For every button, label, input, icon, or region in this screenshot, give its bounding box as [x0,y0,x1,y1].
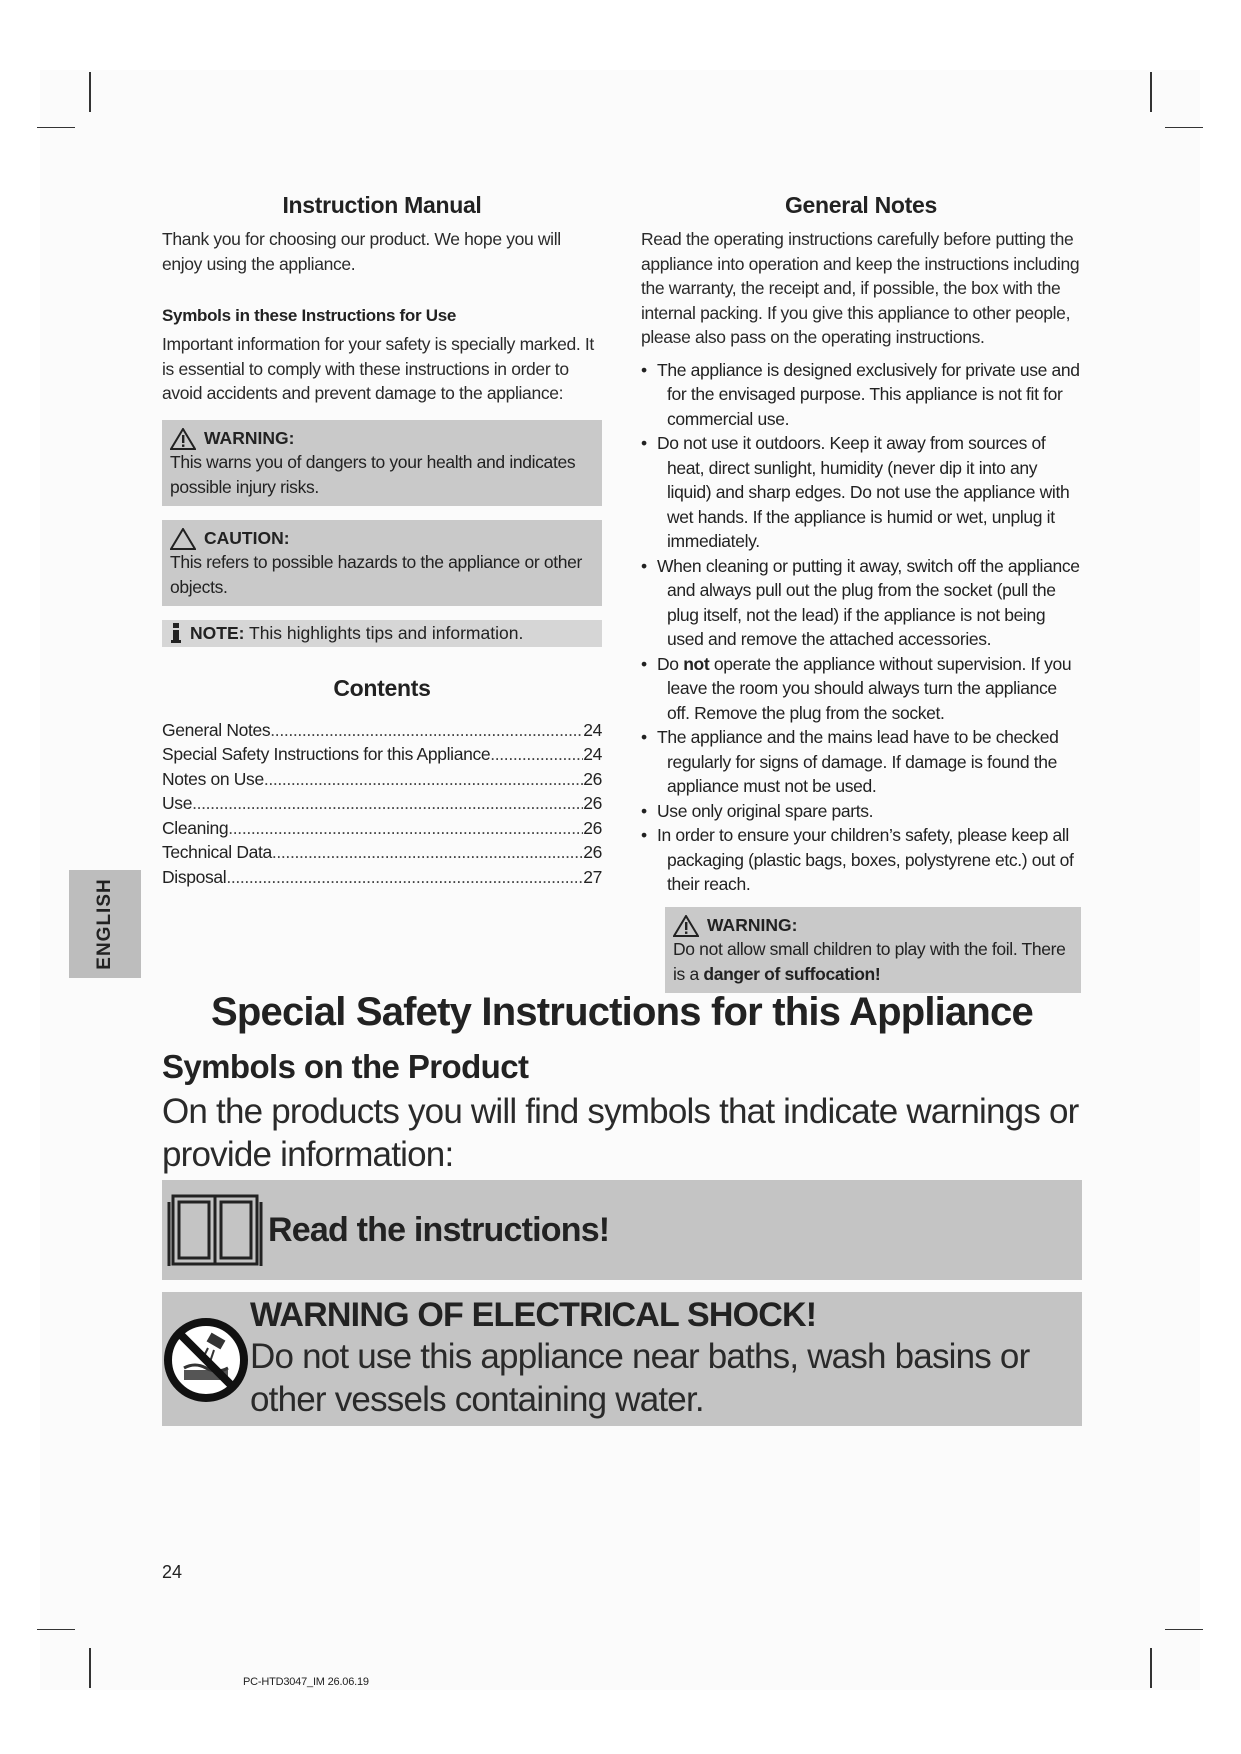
warning-title-row [170,428,594,450]
emphasis: danger of suffocation! [703,963,881,984]
toc-page: 26 [583,817,602,838]
right-column [641,192,1081,993]
book-icon [167,1192,263,1268]
read-instructions-box [162,1180,1082,1280]
caution-title: CAUTION: [204,528,290,548]
toc-label: Cleaning [162,817,229,838]
toc-entry[interactable] [162,791,602,816]
caution-box [162,520,602,606]
toc-entry[interactable] [162,840,602,865]
note-box [162,620,602,647]
toc-entry[interactable] [162,742,602,767]
toc-leader [264,767,583,792]
list-item: • Do not use it outdoors. Keep it away from sources of heat, direct sunlight, humidity (never dip it into any liquid) and sharp edges. Do not use the appliance with wet hands. If the appliance is humid or wet, unplug it immediately. [641,431,1081,554]
instruction-manual-heading: Instruction Manual [282,192,482,218]
toc-leader [226,865,583,890]
crop-mark [1165,127,1203,128]
toc-label: General Notes [162,719,271,740]
intro-text: Thank you for choosing our product. We hope you will enjoy using the appliance. [162,229,561,274]
page-number: 24 [162,1562,183,1582]
caution-title-row [170,528,594,550]
toc-leader [272,840,583,865]
contents-list [162,718,602,890]
list-item: • Use only original spare parts. [641,799,1081,824]
special-safety-heading: Special Safety Instructions for this Appliance [211,990,1033,1034]
toc-label: Notes on Use [162,768,264,789]
shock-text-wrap [250,1292,1082,1426]
general-notes-intro: Read the operating instructions carefully before putting the appliance into operation and keep the instructions including the warranty, the receipt and, if possible, the box with the internal packing. If you give this appliance to other people, please also pass on the operating instructions. [641,229,1080,347]
toc-label: Use [162,793,193,813]
list-item: • In order to ensure your children’s safety, please keep all packaging (plastic bags, boxes, polystyrene etc.) out of their reach. [641,823,1081,897]
toc-page: 26 [583,793,602,813]
book-icon-wrap [162,1192,268,1268]
electric-shock-warning-box [162,1292,1082,1426]
toc-label: Disposal [162,866,227,887]
warning-title: WARNING: [204,428,295,448]
text-span: operate the appliance without supervision. If you leave the room you should always turn the appliance off. Remove the plug from the socket. [667,653,1072,723]
toc-entry[interactable] [162,767,602,792]
crop-mark [1165,1629,1203,1630]
toc-leader [270,718,583,743]
foil-warning-box [665,907,1081,993]
caution-text: This refers to possible hazards to the appliance or other objects. [170,551,582,597]
list-item: • The appliance and the mains lead have to be checked regularly for signs of damage. If damage is found the appliance must not be used. [641,725,1081,799]
toc-page: 24 [583,744,602,764]
crop-mark [89,72,91,112]
general-notes-list [641,358,1081,897]
toc-page: 27 [583,866,602,887]
warning-title: WARNING: [707,915,798,935]
toc-leader [490,742,583,767]
toc-page: 24 [583,719,602,740]
toc-label: Special Safety Instructions for this Appliance [162,744,491,764]
emphasis: not [683,653,710,674]
list-item [641,652,1081,726]
list-item: • When cleaning or putting it away, switch off the appliance and always pull out the plug from the socket (pull the plug itself, not the lead) if the appliance is not being used and remove the attached accessories. [641,554,1081,652]
symbols-heading: Symbols in these Instructions for Use [162,306,457,325]
toc-entry[interactable] [162,718,602,743]
warning-triangle-icon [673,915,699,937]
symbols-text: Important information for your safety is specially marked. It is essential to comply with these instructions in order to avoid accidents and prevent damage to the appliance: [162,334,594,403]
symbols-product-heading: Symbols on the Product [162,1048,529,1085]
warning-box [162,420,602,506]
warning-text: This warns you of dangers to your health and indicates possible injury risks. [170,451,576,497]
footer-code: PC-HTD3047_IM 26.06.19 [243,1676,369,1688]
info-icon [170,623,182,643]
toc-page: 26 [583,768,602,789]
no-water-icon [162,1316,250,1404]
warning-title-row [673,915,1073,937]
warning-triangle-icon [170,428,196,450]
crop-mark [1150,1648,1152,1688]
symbols-intro: On the products you will find symbols that indicate warnings or provide information: [162,1092,1079,1174]
toc-leader [228,816,583,841]
text-span: Do not allow small children to play with the foil. There is a [673,938,1066,984]
crop-mark [37,127,75,128]
note-title: NOTE: [190,622,245,643]
list-item: • The appliance is designed exclusively for private use and for the envisaged purpose. This appliance is not fit for commercial use. [641,358,1081,432]
crop-mark [1150,72,1152,112]
crop-mark [37,1629,75,1630]
toc-label: Technical Data [162,842,272,862]
read-instructions-label: Read the instructions! [268,1210,610,1249]
shock-title: WARNING OF ELECTRICAL SHOCK! [250,1296,817,1334]
note-text: This highlights tips and information. [249,622,524,643]
toc-entry[interactable] [162,816,602,841]
language-tab [69,870,141,978]
toc-entry[interactable] [162,865,602,890]
language-label: ENGLISH [94,878,115,970]
general-notes-heading: General Notes [784,192,938,218]
shock-text: Do not use this appliance near baths, wash basins or other vessels containing water. [250,1337,1030,1419]
left-column [162,192,602,889]
toc-leader [192,791,583,816]
toc-page: 26 [583,842,602,862]
text-span: Do [657,653,684,674]
contents-heading: Contents [333,674,431,701]
crop-mark [89,1648,91,1688]
warning-text [673,937,1073,987]
caution-triangle-icon [170,528,196,550]
no-water-icon-wrap [162,1292,250,1426]
